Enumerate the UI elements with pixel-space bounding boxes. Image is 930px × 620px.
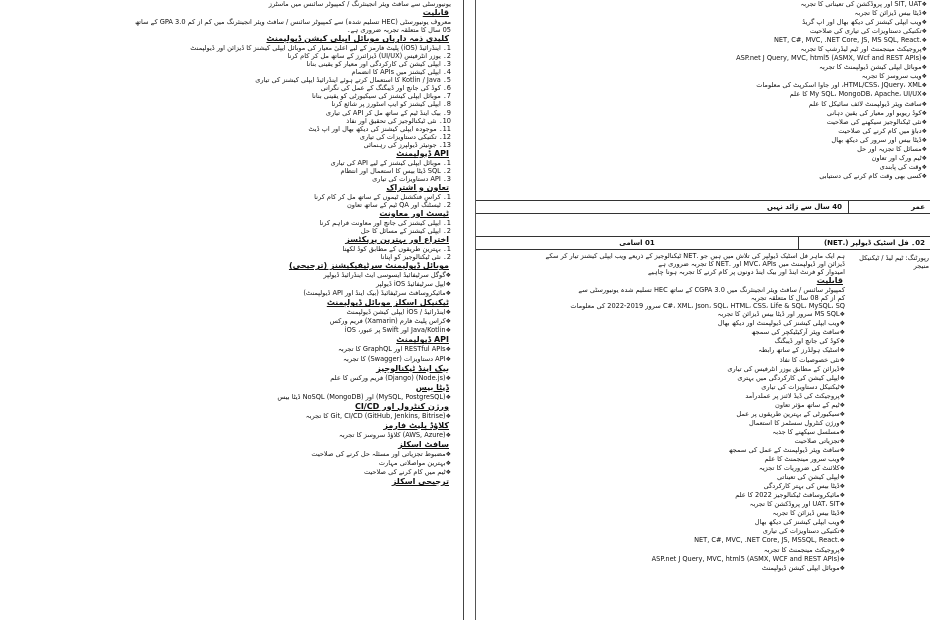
left-line: ❖ API دستاویزات (Swagger) کا تجربہ [0, 355, 455, 364]
right-bottom-line: ❖ سافٹ ویئر ڈیولپمنٹ کے عمل کی سمجھ [479, 446, 849, 455]
left-line: ❖ مضبوط تجزیاتی اور مسئلہ حل کرنے کی صلاحیت [0, 450, 455, 459]
right-top-line: ❖ دباؤ میں کام کرنے کی صلاحیت [556, 127, 930, 136]
job-title-row [476, 236, 930, 250]
left-heading: سافٹ اسکلز [398, 439, 449, 449]
right-bottom-line: ❖ MS SQL سرور اور ڈیٹا بیس ڈیزائن کا تجربہ [479, 310, 849, 319]
right-bottom-line: ❖ کوڈ کی جانچ اور ڈیبگنگ [479, 337, 849, 346]
reporting-label: رپورٹنگ: ٹیم لیڈ / ٹیکنیکل منیجر [859, 254, 929, 270]
right-top-line: ❖ موبائل ایپلی کیشن ڈیولپمنٹ کا تجربہ [556, 63, 930, 72]
right-top-line: ❖ ڈیٹا بیس اور سرور کی دیکھ بھال [556, 136, 930, 145]
left-line: 3۔ API دستاویزات کی تیاری [372, 174, 451, 183]
left-line: 10۔ نئی ٹیکنالوجیز کی تحقیق اور نفاذ [346, 116, 451, 125]
left-line: ❖ مائیکروسافٹ سرٹیفائیڈ (بیک اینڈ اور API ڈیولپمنٹ) [0, 289, 455, 298]
right-top-line: ❖ سافٹ ویئر ڈیولپمنٹ لائف سائیکل کا علم [556, 100, 930, 109]
right-bottom-line: ❖ سافٹ ویئر آرکیٹیکچر کی سمجھ [479, 328, 849, 337]
right-bottom-line: ❖ ایپلی کیشن کی تعیناتی [479, 473, 849, 482]
right-bottom-line: ❖ ویب سرور مینجمنٹ کا علم [479, 455, 849, 464]
left-line: 4۔ ایپلی کیشنز میں APIs کا انضمام [351, 68, 451, 77]
right-top-line: ❖ ویب سروسز کا تجربہ [556, 72, 930, 81]
right-bottom-line: ❖ اسٹیک ہولڈرز کے ساتھ رابطہ [479, 346, 849, 355]
left-heading: تعاون و اشتراک [386, 182, 449, 192]
left-line: 1۔ موبائل ایپلی کیشنز کے لیے API کی تیاری [330, 158, 451, 167]
right-top-line: ❖ ویب ایپلی کیشنز کی دیکھ بھال اور اپ گریڈ [556, 18, 930, 27]
left-heading: کلاؤڈ پلیٹ فارمز [383, 420, 449, 430]
right-top-line: ❖ HTML/CSS، JQuery، XML، اور جاوا اسکرپٹ کی معلومات [556, 81, 930, 90]
left-line: 1۔ اینڈرائیڈ (iOS) پلیٹ فارمز کے لیے اعلیٰ معیار کی موبائل ایپلی کیشنز کا ڈیزائن اور ڈیولپمنٹ [190, 44, 451, 53]
right-bottom-line: ❖ ٹیکنیکل دستاویزات کی تیاری [479, 383, 849, 392]
left-line: ❖ ٹیم میں کام کرنے کی صلاحیت [0, 468, 455, 477]
right-bottom-line: ❖ پروجیکٹ مینجمنٹ کا تجربہ [479, 546, 849, 555]
column-divider [463, 0, 464, 620]
left-line: 3۔ ایپلی کیشن کی کارکردگی اور معیار کو یقینی بنانا [306, 60, 451, 69]
right-bottom-line: ❖ کلائنٹ کی ضروریات کا تجزیہ [479, 464, 849, 473]
left-heading: ٹیکنیکل اسکلز موبائل ڈیولپمنٹ [326, 298, 449, 308]
right-bottom-line: ہم ایک ماہر فل اسٹیک ڈیولپر کی تلاش میں ہیں جو .NET ٹیکنالوجیز کے ذریعے ویب ایپلی کیشنز تیار کر سکے [545, 252, 845, 260]
left-heading: API ڈیولپمنٹ [396, 148, 449, 158]
left-line: 13۔ جونیئر ڈیولپرز کی رہنمائی [363, 140, 451, 149]
right-bottom-line: ❖ ورژن کنٹرول سسٹمز کا استعمال [479, 419, 849, 428]
right-bottom-line: ❖ UAT، SIT اور پروڈکشن کا تجربہ [479, 500, 849, 509]
right-bottom-line: ❖ تجزیاتی صلاحیت [479, 437, 849, 446]
right-bottom-line: ❖ موبائل ایپلی کیشن ڈیولپمنٹ [479, 564, 849, 573]
left-column [0, 0, 455, 620]
right-bottom-line: ❖ ڈیٹا بیس کی بہتر کارکردگی [479, 482, 849, 491]
right-top-line: ❖ کوڈ ریویو اور معیار کی یقین دہانی [556, 109, 930, 118]
left-line: 1۔ بہترین طریقوں کے مطابق کوڈ لکھنا [342, 245, 451, 254]
vacancy-count: 01 اسامی [619, 239, 655, 247]
right-bottom-line: ❖ ایپلی کیشن کی کارکردگی میں بہتری [479, 374, 849, 383]
left-heading: کلیدی ذمہ داریاں موبائل ایپلی کیشن ڈیولپمنٹ [266, 34, 449, 44]
left-line: 9۔ بیک اینڈ ٹیم کے ساتھ مل کر API کی تیاری [325, 108, 451, 117]
right-top-line: ❖ .NET, C#, MVC, .NET Core, JS, MS SQL, React [556, 36, 930, 45]
left-line: ❖ RESTful APIs اور GraphQL کا تجربہ [0, 345, 455, 354]
left-line: 2۔ SQL ڈیٹا بیس کا استعمال اور انتظام [340, 166, 451, 175]
left-line: 11۔ موجودہ ایپلی کیشنز کی دیکھ بھال اور اپ ڈیٹ [308, 124, 451, 133]
right-top-line: ❖ ڈیٹا بیس ڈیزائن کا تجربہ [556, 9, 930, 18]
left-line: ❖ (AWS, Azure) کلاؤڈ سروسز کا تجربہ [0, 431, 455, 440]
left-heading: بیک اینڈ ٹیکنالوجیز [376, 363, 449, 373]
right-top-line: ❖ کسی بھی وقت کام کرنے کی دستیابی [556, 172, 930, 181]
left-line: ❖ گوگل سرٹیفائیڈ ایسوسی ایٹ اینڈرائیڈ ڈیولپر [0, 271, 455, 280]
job-title: 02۔ فل اسٹیک ڈیولپر (.NET) [823, 239, 925, 247]
left-line: 1۔ ایپلی کیشنز کی جانچ اور معاونت فراہم کرنا [319, 218, 451, 227]
left-line: 2۔ یوزر انٹرفیس (UI/UX) ڈیزائنرز کے ساتھ مل کر کام کرنا [287, 52, 451, 61]
left-line: ❖ (MySQL, PostgreSQL) اور NoSQL (MongoDB) ڈیٹا بیس [0, 393, 455, 402]
left-line: ❖ Java/Kotlin اور Swift پر عبور، iOS [0, 326, 455, 335]
left-heading: ورژن کنٹرول اور CI/CD [354, 401, 449, 411]
left-line: یونیورسٹی سے سافٹ ویئر انجینئرنگ / کمپیوٹر سائنس میں ماسٹرز [268, 0, 451, 8]
right-top-line: ❖ تکنیکی دستاویزات کی تیاری کی صلاحیت [556, 27, 930, 36]
left-line: 1۔ کراس فنکشنل ٹیموں کے ساتھ مل کر کام کرنا [314, 192, 451, 201]
right-top-line: ❖ (ASMX, Wcf and REST APIs) ASP.net J Query, MVC, html5 [556, 54, 930, 63]
right-bottom-line: ❖ پروجیکٹ کی ڈیڈ لائنز پر عملدرآمد [479, 392, 849, 401]
left-heading: قابلیت [422, 8, 449, 18]
right-bottom-line: ❖ مسلسل سیکھنے کا جذبہ [479, 428, 849, 437]
right-bottom-line: ❖ (ASMX, WCF and REST APIs) ASP.net J Query, MVC, html5 [479, 555, 849, 564]
left-line: 7۔ موبائل ایپلی کیشنز کی سیکیورٹی کو یقینی بنانا [312, 92, 451, 101]
left-line: معروف یونیورسٹی (HEC تسلیم شدہ) سے کمپیوٹر سائنس / سافٹ ویئر انجینئرنگ میں کم از کم 3.0 GPA کے ساتھ [135, 18, 451, 27]
right-top-line: ❖ مسائل کا تجزیہ اور حل [556, 145, 930, 154]
right-bottom-line: کمپیوٹر سائنس / سافٹ ویئر انجینئرنگ میں CGPA 3.0 کے ساتھ HEC تسلیم شدہ یونیورسٹی سے [578, 286, 845, 295]
right-bottom-line: ڈیزائن اور ڈیولپمنٹ میں MVC، APIs اور .NET کا تجربہ ضروری ہے [658, 260, 845, 269]
right-bottom-line: ❖ نئی خصوصیات کا نفاذ [479, 356, 849, 365]
right-bottom-line: ❖ ڈیزائن کے مطابق یوزر انٹرفیس کی تیاری [479, 365, 849, 374]
right-bottom-line: کم از کم 08 سال کا متعلقہ تجربہ [750, 294, 845, 303]
right-top-section [556, 0, 930, 200]
right-bottom-line: ❖ .NET, C#, MVC, .NET Core, JS, MSSQL, React [479, 536, 849, 545]
age-label: عمر [911, 203, 925, 211]
right-bottom-line: ❖ ڈیٹا بیس ڈیزائن کا تجربہ [479, 509, 849, 518]
right-bottom-line: ❖ ویب ایپلی کیشنز کی دیکھ بھال [479, 518, 849, 527]
left-line: ❖ Git, CI/CD (GitHub, Jenkins, Bitrise) کا تجربہ [0, 412, 455, 421]
left-line: 05 سال کا متعلقہ تجربہ ضروری ہے۔ [346, 26, 451, 35]
left-line: ❖ بہترین مواصلاتی مہارت [0, 459, 455, 468]
left-heading: API ڈیولپمنٹ [396, 335, 449, 345]
left-line: 12۔ تکنیکی دستاویزات کی تیاری [359, 132, 451, 141]
right-top-line: ❖ نئی ٹیکنالوجیز سیکھنے کی صلاحیت [556, 118, 930, 127]
left-line: ❖ (Node.js) (Django) فریم ورکس کا علم [0, 374, 455, 383]
left-heading: اختراع اور بہترین پریکٹسز [345, 235, 449, 245]
left-line: ❖ کراس پلیٹ فارم (Xamarin) فریم ورکس [0, 317, 455, 326]
left-line: 6۔ کوڈ کی جانچ اور ڈیبگنگ کے عمل کی نگرانی [320, 84, 451, 93]
right-top-line: ❖ SIT, UAT اور پروڈکشن کی تعیناتی کا تجربہ [556, 0, 930, 9]
right-bottom-line: ❖ سیکیورٹی کے بہترین طریقوں پر عمل [479, 410, 849, 419]
right-bottom-line: ❖ تکنیکی دستاویزات کی تیاری [479, 527, 849, 536]
right-top-line: ❖ My SQL، MongoDB، Apache، UI/UX کا علم [556, 90, 930, 99]
age-row [476, 200, 930, 214]
right-bottom-line: امیدوار کو فرنٹ اینڈ اور بیک اینڈ دونوں پر کام کرنے کا تجربہ ہونا چاہیے [647, 268, 845, 277]
right-top-line: ❖ وقت کی پابندی [556, 163, 930, 172]
age-value: 40 سال سے زائد نہیں [766, 203, 842, 211]
right-column [475, 0, 930, 620]
right-bottom-line: ❖ ویب ایپلی کیشنز کی ڈیولپمنٹ اور دیکھ بھال [479, 319, 849, 328]
left-line: 2۔ ایپلی کیشنز کے مسائل کا حل [360, 227, 451, 236]
left-line: 5۔ Kotlin / Java کا استعمال کرتے ہوئے اینڈرائیڈ ایپلی کیشنز کی تیاری [255, 76, 451, 85]
left-line: 2۔ ٹیسٹنگ اور QA ٹیم کے ساتھ تعاون [346, 200, 451, 209]
right-top-line: ❖ ٹیم ورک اور تعاون [556, 154, 930, 163]
right-bottom-line: ❖ ٹیم کے ساتھ مؤثر تعاون [479, 401, 849, 410]
left-heading: ڈیٹا بیس [415, 382, 449, 392]
right-bottom-line: C#، XML، Json، SQL، HTML، CSS، Life & SQL، MySQL، SQ سرور 2019-2022 کی معلومات [570, 302, 845, 311]
right-bottom-heading: قابلیت [816, 276, 843, 286]
right-bottom-section [479, 252, 849, 620]
left-line: ❖ اینڈرائیڈ / iOS ایپلی کیشن ڈیولپمنٹ [0, 308, 455, 317]
left-heading: ترجیحی اسکلز [391, 476, 449, 486]
left-heading: موبائل ڈیولپمنٹ سرٹیفیکیشنز (ترجیحی) [288, 261, 449, 271]
left-heading: ٹیسٹ اور معاونت [379, 208, 449, 218]
right-bottom-line: ❖ مائیکروسافٹ ٹیکنالوجیز 2022 کا علم [479, 491, 849, 500]
right-top-line: ❖ پروجیکٹ مینجمنٹ اور ٹیم لیڈرشپ کا تجربہ [556, 45, 930, 54]
left-line: 2۔ نئی ٹیکنالوجیز کو اپنانا [380, 253, 451, 262]
left-line: ❖ ایپل سرٹیفائیڈ iOS ڈیولپر [0, 280, 455, 289]
left-line: 8۔ ایپلی کیشنز کو ایپ اسٹورز پر شائع کرنا [331, 100, 451, 109]
